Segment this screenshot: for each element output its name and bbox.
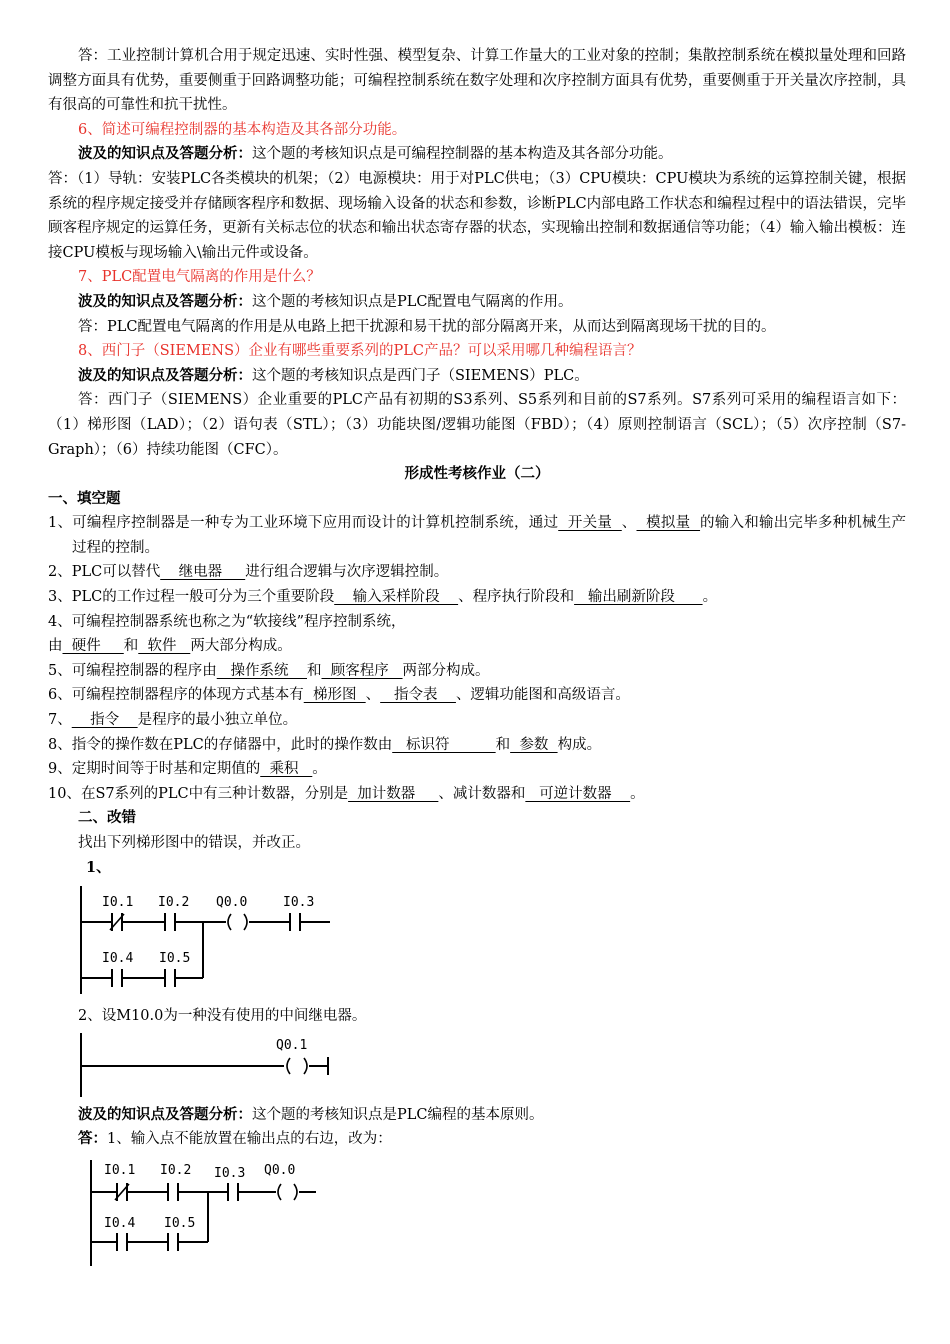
analysis-text: 这个题的考核知识点是PLC配置电气隔离的作用。 [252,293,573,310]
fill-text: 1、可编程序控制器是一种专为工业环境下应用而设计的计算机控制系统，通过 [48,515,559,532]
q7-answer: 答：PLC配置电气隔离的作用是从电路上把干扰源和易干扰的部分隔离开来，从而达到隔离现场干扰的目的。 [78,318,776,335]
correct-item-2 [48,1004,906,1029]
fill-item-10 [48,782,906,807]
q6-answer: 答：（1）导轨：安装PLC各类模块的机架；（2）电源模块：用于对PLC供电；（3）CPU模块：CPU模块为系统的运算控制关键，根据系统的程序规定接受并存储顾客程序和数据、现场输入设备的状态和参数，诊断PLC内部电路工作状态和编程过程中的语法错误，完毕顾客程序规定的运算任务，更新有关标志位的状态和输出状态寄存器的状态，实现输出控制和数据通信等功能；（4）输入输出模板：连接CPU模板与现场输入\输出元件或设备。 [48,170,906,261]
document-page [48,44,906,1270]
fill-answer: 指令表 [380,687,456,704]
fill-text: 10、在S7系列的PLC中有三种计数器，分别是 [48,785,349,802]
fill-text: 的输入和输出完毕多种机械生产过程的控制。 [72,515,907,556]
answer-label: 答： [78,1130,107,1148]
analysis-label: 波及的知识点及答题分析： [78,145,252,163]
contact-label: I0.2 [160,1162,192,1178]
fill-answer: 操作系统 [216,662,307,679]
correct-analysis [48,1103,906,1128]
fill-text: 是程序的最小独立单位。 [137,712,298,729]
fill-text: 构成。 [557,736,602,753]
correct-item-1-number: 1、 [86,858,111,876]
fill-text: 5、可编程控制器的程序由 [48,662,217,679]
fill-text: 由 [48,638,63,655]
fill-answer: 指令 [71,712,138,729]
fill-text: 。 [630,785,645,802]
fill-answer: 软件 [138,638,191,655]
fill-text: 、逻辑功能图和高级语言。 [455,687,630,704]
section-title: 形成性考核作业（二） [404,465,550,483]
q7-question: 7、PLC配置电气隔离的作用是什么？ [78,269,321,286]
fill-text: 。 [702,589,718,606]
coil-label: Q0.0 [264,1162,296,1178]
ladder-diagram-3 [48,1152,348,1270]
correct-instruction: 找出下列梯形图中的错误，并改正。 [78,835,310,851]
ladder-diagram-2 [48,1029,348,1101]
fill-item-4 [48,610,906,635]
fill-item-5 [48,659,906,684]
fill-text: 和 [495,736,511,753]
fill-text: 、 [621,515,637,532]
fill-text: 进行组合逻辑与次序逻辑控制。 [245,564,449,581]
analysis-label: 波及的知识点及答题分析： [78,366,252,384]
fill-text: 、减计数器和 [438,785,526,802]
fill-answer: 参数 [510,736,558,753]
q5-answer: 答：工业控制计算机合用于规定迅速、实时性强、模型复杂、计算工作量大的工业对象的控制；集散控制系统在模拟量处理和回路调整方面具有优势，重要侧重于回路调整功能；可编程控制系统在数字处理和次序控制方面具有优势，重要侧重于开关量次序控制，具有很高的可靠性和抗干扰性。 [48,48,906,114]
fill-answer: 顾客程序 [321,662,403,679]
analysis-text: 这个题的考核知识点是PLC编程的基本原则。 [252,1106,544,1123]
q6-analysis [48,142,906,167]
fill-text: 和 [307,662,322,679]
fill-item-4b [48,634,906,659]
q8-analysis [48,364,906,389]
fill-item-6 [48,683,906,708]
contact-label: I0.5 [164,1215,196,1231]
fill-answer: 开关量 [558,515,622,532]
fill-text: 8、指令的操作数在PLC的存储器中，此时的操作数由 [48,736,393,753]
contact-label: I0.1 [102,895,134,911]
fill-item-8 [48,733,906,758]
fill-text: 7、 [48,712,72,729]
fill-answer: 继电器 [160,564,246,581]
analysis-label: 波及的知识点及答题分析： [78,292,252,310]
q8-question: 8、西门子（SIEMENS）企业有哪些重要系列的PLC产品？可以采用哪几种编程语言？ [78,343,642,360]
fill-answer: 梯形图 [303,687,366,704]
contact-label: I0.4 [104,1215,136,1231]
fill-heading: 一、填空题 [48,489,121,507]
coil-label: Q0.1 [276,1037,308,1053]
fill-text: 2、PLC可以替代 [48,564,161,581]
fill-answer: 乘积 [260,761,313,778]
fill-item-7 [48,708,906,733]
fill-answer: 输入采样阶段 [334,589,459,606]
analysis-text: 这个题的考核知识点是可编程控制器的基本构造及其各部分功能。 [252,146,673,163]
fill-answer: 加计数器 [348,785,439,802]
fill-item-9 [48,757,906,782]
contact-label: I0.1 [104,1162,136,1178]
contact-label: I0.5 [159,951,191,967]
fill-text: 6、可编程控制器程序的体现方式基本有 [48,687,304,704]
fill-text: 和 [123,638,139,655]
fill-item-2 [48,560,906,585]
contact-label: I0.2 [158,895,190,911]
q6-question: 6、简述可编程控制器的基本构造及其各部分功能。 [78,121,407,138]
fill-text: 两部分构成。 [402,662,490,679]
fill-text: 3、PLC的工作过程一般可分为三个重要阶段 [48,589,335,606]
ladder-diagram-1 [48,880,348,1002]
fill-text: 。 [312,761,327,778]
coil-label: Q0.0 [216,895,248,911]
correct-item-2-text: 2、设M10.0为一种没有使用的中间继电器。 [78,1008,367,1025]
answer-text: 1、输入点不能放置在输出点的右边，改为： [107,1131,392,1148]
fill-answer: 模拟量 [636,515,701,532]
contact-label: I0.3 [214,1165,246,1181]
fill-answer: 标识符 [392,736,496,753]
fill-item-3 [48,585,906,610]
analysis-label: 波及的知识点及答题分析： [78,1105,252,1123]
q7-analysis [48,290,906,315]
fill-answer: 输出刷新阶段 [574,589,703,606]
fill-text: 、 [365,687,381,704]
fill-answer: 可逆计数器 [525,785,631,802]
fill-text: 、程序执行阶段和 [458,589,575,606]
fill-text: 两大部分构成。 [190,638,292,655]
fill-text: 9、定期时间等于时基和定期值的 [48,761,261,778]
contact-label: I0.3 [283,895,315,911]
analysis-text: 这个题的考核知识点是西门子（SIEMENS）PLC。 [252,367,589,384]
fill-item-1 [48,511,906,560]
fill-answer: 硬件 [62,638,124,655]
q8-answer: 答：西门子（SIEMENS）企业重要的PLC产品有初期的S3系列、S5系列和目前的S7系列。S7系列可采用的编程语言如下：（1）梯形图（LAD）；（2）语句表（STL）；（3）功能块图/逻辑功能图（FBD）；（4）原则控制语言（SCL）；（5）次序控制（S7-Graph）；（6）持续功能图（CFC）。 [48,392,906,458]
contact-label: I0.4 [102,951,134,967]
fill-text: 4、可编程控制器系统也称之为“软接线”程序控制系统， [48,613,406,630]
correct-heading: 二、改错 [78,809,136,827]
correct-answer [48,1127,906,1152]
